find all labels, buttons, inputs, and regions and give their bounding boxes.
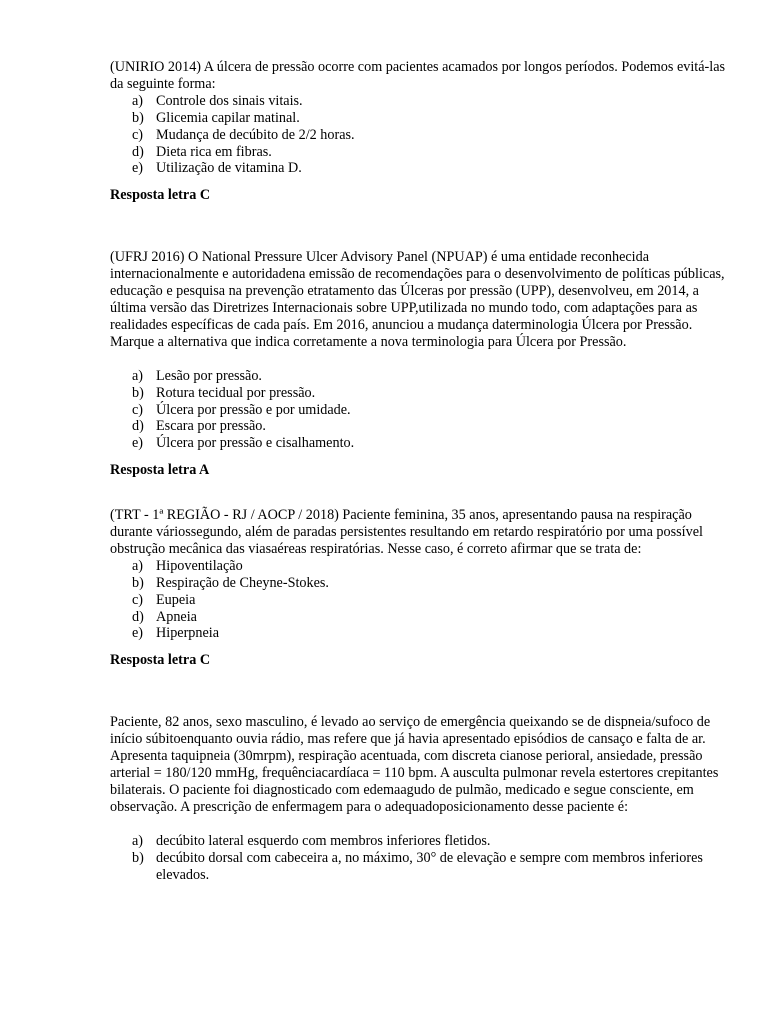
- option-letter: b): [132, 384, 144, 401]
- spacer: [110, 351, 725, 368]
- option-letter: e): [132, 435, 144, 452]
- option-text: Hiperpneia: [156, 625, 220, 642]
- option-text: decúbito dorsal com cabeceira a, no máximo, 30° de elevação e sempre com membros inferiores elevados.: [156, 849, 703, 883]
- option-a: [110, 93, 725, 110]
- option-letter: a): [132, 832, 144, 849]
- option-text: Mudança de decúbito de 2/2 horas.: [156, 126, 355, 143]
- option-letter: b): [132, 849, 144, 866]
- option-letter: e): [132, 625, 144, 642]
- question-4-stem: Paciente, 82 anos, sexo masculino, é levado ao serviço de emergência queixando se de dispneia/sufoco de início súbitoenquanto ouvia rádio, mas refere que já havia apresentado episódios de cansaço e falta de ar. Apresenta taquipneia (30mrpm), respiração acentuada, com discreta cianose perioral, ansiedade, pressão arterial = 180/120 mmHg, frequênciacardíaca = 110 bpm. A ausculta pulmonar revela estertores crepitantes bilaterais. O paciente foi diagnosticado com edemaagudo de pulmão, medicado e segue consciente, em observação. A prescrição de enfermagem para o adequadoposicionamento desse paciente é:: [110, 714, 719, 815]
- option-b: [110, 575, 725, 592]
- spacer: [110, 204, 725, 249]
- option-c: [110, 592, 725, 609]
- option-b: [110, 850, 725, 884]
- option-text: Hipoventilação: [156, 557, 243, 574]
- option-a: [110, 368, 725, 385]
- option-d: [110, 144, 725, 161]
- option-letter: b): [132, 574, 144, 591]
- option-text: decúbito lateral esquerdo com membros inferiores fletidos.: [156, 832, 491, 849]
- option-text: Glicemia capilar matinal.: [156, 109, 300, 126]
- option-e: [110, 435, 725, 452]
- question-3-options: [110, 558, 725, 643]
- spacer: [110, 669, 725, 714]
- option-d: [110, 418, 725, 435]
- option-letter: d): [132, 418, 144, 435]
- option-c: [110, 402, 725, 419]
- question-2-answer: Resposta letra A: [110, 462, 210, 479]
- option-text: Rotura tecidual por pressão.: [156, 384, 316, 401]
- option-a: [110, 558, 725, 575]
- option-letter: e): [132, 160, 144, 177]
- question-4-options: [110, 833, 725, 884]
- spacer: [110, 479, 725, 507]
- question-1-stem: (UNIRIO 2014) A úlcera de pressão ocorre com pacientes acamados por longos períodos. Podemos evitá-las da seguinte forma:: [110, 59, 726, 92]
- option-letter: a): [132, 557, 144, 574]
- option-text: Respiração de Cheyne-Stokes.: [156, 574, 329, 591]
- question-2: [110, 249, 725, 479]
- option-letter: c): [132, 591, 144, 608]
- option-text: Lesão por pressão.: [156, 367, 262, 384]
- option-letter: c): [132, 401, 144, 418]
- option-letter: a): [132, 367, 144, 384]
- option-text: Controle dos sinais vitais.: [156, 92, 303, 109]
- option-text: Utilização de vitamina D.: [156, 160, 302, 177]
- option-letter: d): [132, 608, 144, 625]
- option-text: Escara por pressão.: [156, 418, 266, 435]
- question-3-stem: (TRT - 1ª REGIÃO - RJ / AOCP / 2018) Paciente feminina, 35 anos, apresentando pausa na respiração durante váriossegundo, além de paradas persistentes resultando em retardo respiratório por uma possível obstrução mecânica das viasaéreas respiratórias. Nesse caso, é correto afirmar que se trata de:: [110, 507, 703, 557]
- option-e: [110, 625, 725, 642]
- question-1: [110, 59, 725, 204]
- question-3: [110, 507, 725, 669]
- option-a: [110, 833, 725, 850]
- option-text: Dieta rica em fibras.: [156, 143, 272, 160]
- option-text: Apneia: [156, 608, 197, 625]
- option-text: Úlcera por pressão e cisalhamento.: [156, 435, 355, 452]
- option-b: [110, 110, 725, 127]
- option-letter: b): [132, 109, 144, 126]
- option-e: [110, 160, 725, 177]
- question-3-answer: Resposta letra C: [110, 652, 211, 669]
- question-2-options: [110, 368, 725, 453]
- option-letter: a): [132, 92, 144, 109]
- question-1-options: [110, 93, 725, 178]
- option-text: Eupeia: [156, 591, 196, 608]
- option-c: [110, 127, 725, 144]
- question-4: [110, 714, 725, 883]
- option-letter: d): [132, 143, 144, 160]
- option-text: Úlcera por pressão e por umidade.: [156, 401, 351, 418]
- option-d: [110, 609, 725, 626]
- option-b: [110, 385, 725, 402]
- document-page: [110, 59, 725, 883]
- spacer: [110, 816, 725, 833]
- question-2-stem: (UFRJ 2016) O National Pressure Ulcer Advisory Panel (NPUAP) é uma entidade reconhecida internacionalmente e autoridadena emissão de recomendações para o desenvolvimento de políticas públicas, educação e pesquisa na prevenção etratamento das Úlceras por pressão (UPP), desenvolveu, em 2014, a última versão das Diretrizes Internacionais sobre UPP,utilizada no mundo todo, com adaptações para as realidades específicas de cada país. Em 2016, anunciou a mudança daterminologia Úlcera por Pressão. Marque a alternativa que indica corretamente a nova terminologia para Úlcera por Pressão.: [110, 249, 725, 350]
- option-letter: c): [132, 126, 144, 143]
- question-1-answer: Resposta letra C: [110, 187, 211, 204]
